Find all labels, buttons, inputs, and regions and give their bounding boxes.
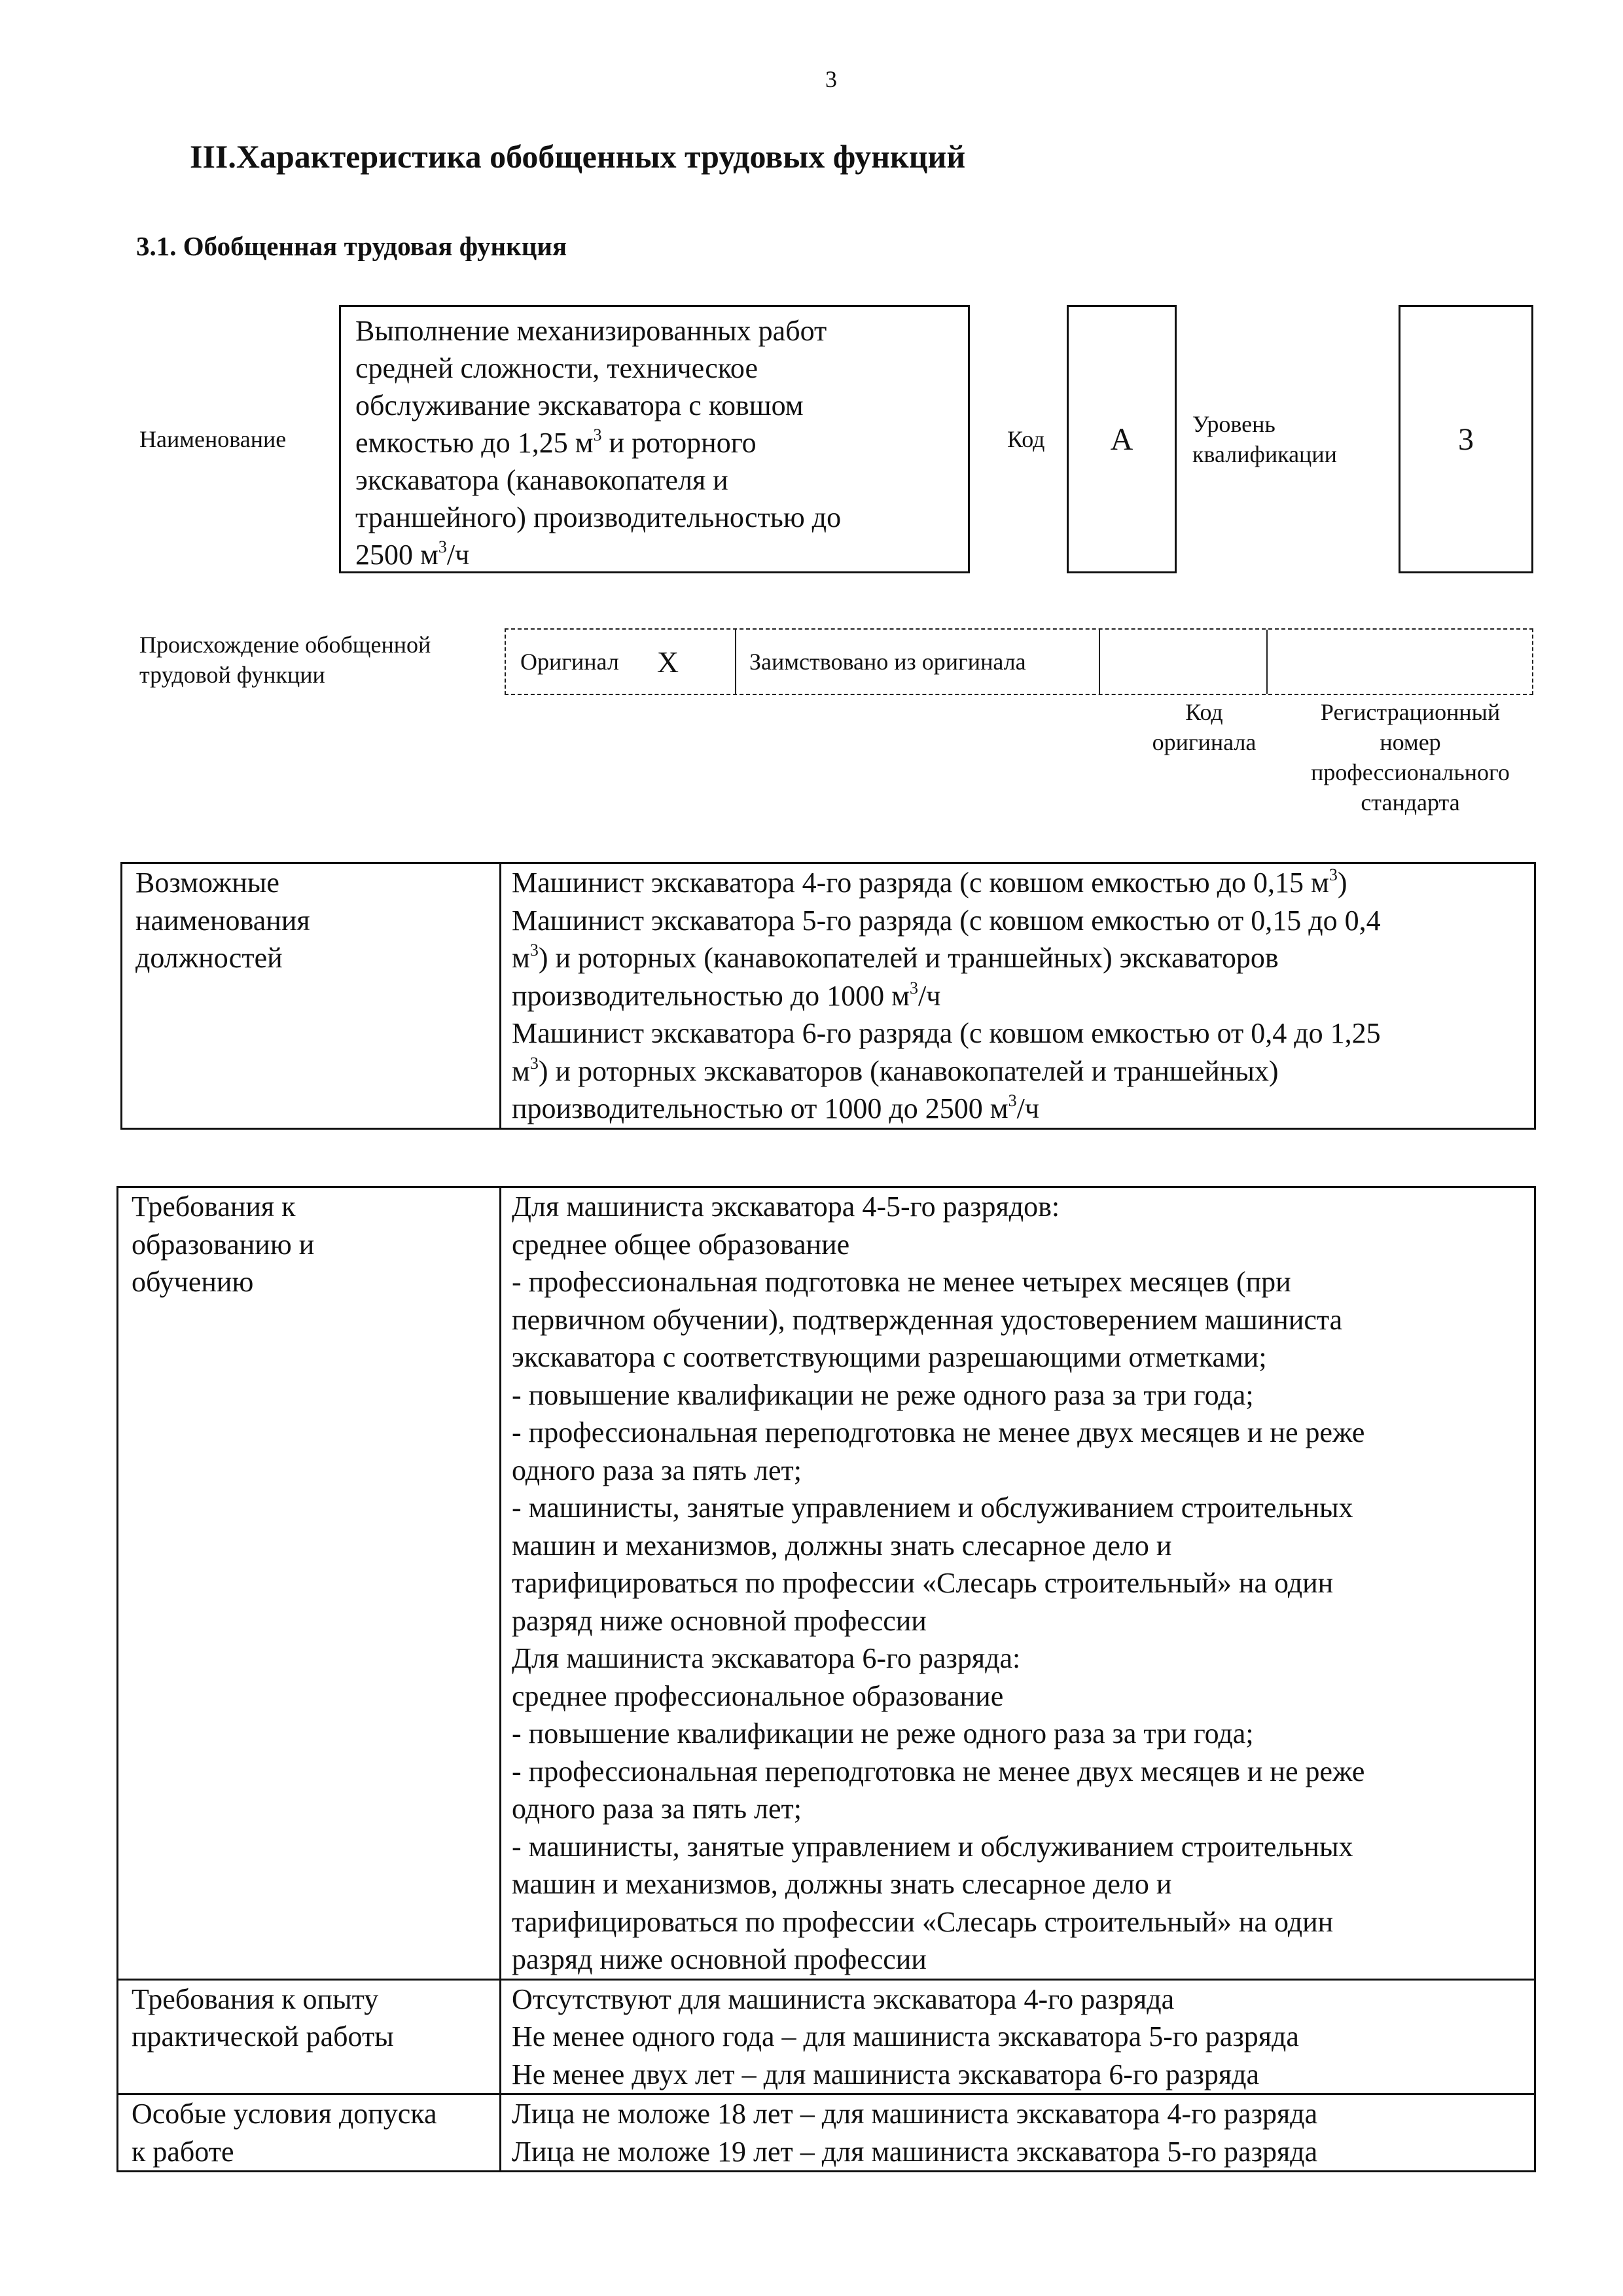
positions-label-cell: Возможные наименования должностей: [122, 863, 501, 1129]
borrowed-label: Заимствовано из оригинала: [749, 649, 1026, 675]
table-row: [122, 863, 1535, 1129]
page-number: 3: [825, 66, 837, 92]
experience-label-cell: Требования к опыту практической работы: [118, 1979, 501, 2094]
special-condition-line: Лица не моложе 18 лет – для машиниста экскаватора 4-го разряда: [512, 2098, 1318, 2130]
education-line: - повышение квалификации не реже одного раза за три года;: [512, 1378, 1254, 1411]
code-label: Код: [1007, 426, 1045, 452]
position-line: $м^3$) и роторных (канавокопателей и траншейных) экскаваторов: [512, 941, 1279, 974]
original-label: Оригинал: [520, 649, 619, 675]
position-line: производительностью от 1000 до 2500 $м^3/ч$: [512, 1091, 1039, 1124]
reg-number-cell: [1268, 630, 1532, 694]
subsection-title: 3.1. Обобщенная трудовая функция: [136, 231, 567, 261]
position-line: $м^3$) и роторных экскаваторов (канавокопателей и траншейных): [512, 1053, 1279, 1087]
education-values-cell: [501, 1187, 1535, 1980]
position-line: производительностью до 1000 $м^3/ч$: [512, 978, 941, 1012]
original-code-caption: Код оригинала: [1152, 699, 1257, 755]
name-line: емкостью до 1,25 $м^3$ и роторного: [355, 425, 757, 459]
education-line: - профессиональная переподготовка не менее двух месяцев и не реже: [512, 1755, 1365, 1787]
education-line: машин и механизмов, должны знать слесарное дело и: [512, 1868, 1172, 1900]
positions-table: [120, 862, 1536, 1130]
education-line: - профессиональная подготовка не менее четырех месяцев (при: [512, 1266, 1291, 1298]
name-line: средней сложности, техническое: [355, 352, 758, 384]
education-line: тарифицироваться по профессии «Слесарь строительный» на один: [512, 1567, 1334, 1599]
requirements-table: [116, 1186, 1536, 2172]
name-line: обслуживание экскаватора с ковшом: [355, 389, 804, 422]
education-line: - машинисты, занятые управлением и обслуживанием строительных: [512, 1830, 1353, 1863]
table-row: [118, 1187, 1535, 1980]
education-line: - повышение квалификации не реже одного раза за три года;: [512, 1717, 1254, 1749]
education-line: машин и механизмов, должны знать слесарное дело и: [512, 1529, 1172, 1562]
origin-table: [505, 628, 1533, 695]
level-value-box: [1399, 305, 1533, 573]
education-line: разряд ниже основной профессии: [512, 1943, 927, 1975]
education-line: - профессиональная переподготовка не менее двух месяцев и не реже: [512, 1416, 1365, 1448]
code-value: А: [1110, 422, 1133, 457]
education-line: среднее профессиональное образование: [512, 1679, 1004, 1712]
experience-line: Не менее двух лет – для машиниста экскаватора 6-го разряда: [512, 2058, 1260, 2090]
position-line: Машинист экскаватора 4-го разряда (с ковшом емкостью до 0,15 $м^3$): [512, 865, 1347, 899]
special-conditions-label-cell: Особые условия допуска к работе: [118, 2094, 501, 2172]
education-line: Для машиниста экскаватора 6-го разряда:: [512, 1642, 1021, 1674]
original-cell: [506, 630, 736, 694]
experience-values-cell: [501, 1979, 1535, 2094]
education-line: разряд ниже основной профессии: [512, 1604, 927, 1637]
experience-line: Отсутствуют для машиниста экскаватора 4-го разряда: [512, 1982, 1175, 2015]
name-line: траншейного) производительностью до: [355, 501, 842, 533]
experience-line: Не менее одного года – для машиниста экскаватора 5-го разряда: [512, 2020, 1299, 2053]
education-line: тарифицироваться по профессии «Слесарь строительный» на один: [512, 1905, 1334, 1938]
name-line: Выполнение механизированных работ: [355, 315, 827, 347]
code-value-box: [1067, 305, 1177, 573]
table-row: [118, 1979, 1535, 2094]
education-line: одного раза за пять лет;: [512, 1454, 802, 1486]
name-line: 2500 $м^3/ч$: [355, 537, 470, 571]
education-line: Для машиниста экскаватора 4-5-го разрядов:: [512, 1191, 1060, 1223]
name-line: экскаватора (канавокопателя и: [355, 464, 728, 496]
level-label: Уровень квалификации: [1192, 411, 1337, 467]
function-name-box: [339, 305, 970, 573]
education-line: одного раза за пять лет;: [512, 1793, 802, 1825]
section-title: III.Характеристика обобщенных трудовых функций: [190, 138, 966, 175]
borrowed-cell: [736, 630, 1100, 694]
education-label-cell: Требования к образованию и обучению: [118, 1187, 501, 1980]
original-code-cell: [1100, 630, 1268, 694]
position-line: Машинист экскаватора 6-го разряда (с ковшом емкостью от 0,4 до 1,25: [512, 1017, 1381, 1049]
education-line: - машинисты, занятые управлением и обслуживанием строительных: [512, 1492, 1353, 1524]
origin-label: Происхождение обобщенной трудовой функции: [139, 632, 431, 688]
education-line: экскаватора с соответствующими разрешающими отметками;: [512, 1341, 1267, 1373]
name-label: Наименование: [139, 426, 287, 452]
education-line: среднее общее образование: [512, 1228, 850, 1261]
level-value: 3: [1458, 422, 1474, 457]
special-condition-line: Лица не моложе 19 лет – для машиниста экскаватора 5-го разряда: [512, 2135, 1318, 2168]
original-mark: Х: [656, 645, 679, 679]
reg-number-caption: Регистрационный номер профессионального стандарта: [1311, 699, 1510, 816]
special-conditions-values-cell: [501, 2094, 1535, 2172]
position-line: Машинист экскаватора 5-го разряда (с ковшом емкостью от 0,15 до 0,4: [512, 904, 1381, 937]
education-line: первичном обучении), подтвержденная удостоверением машиниста: [512, 1303, 1343, 1336]
table-row: [118, 2094, 1535, 2172]
positions-values-cell: [501, 863, 1535, 1129]
